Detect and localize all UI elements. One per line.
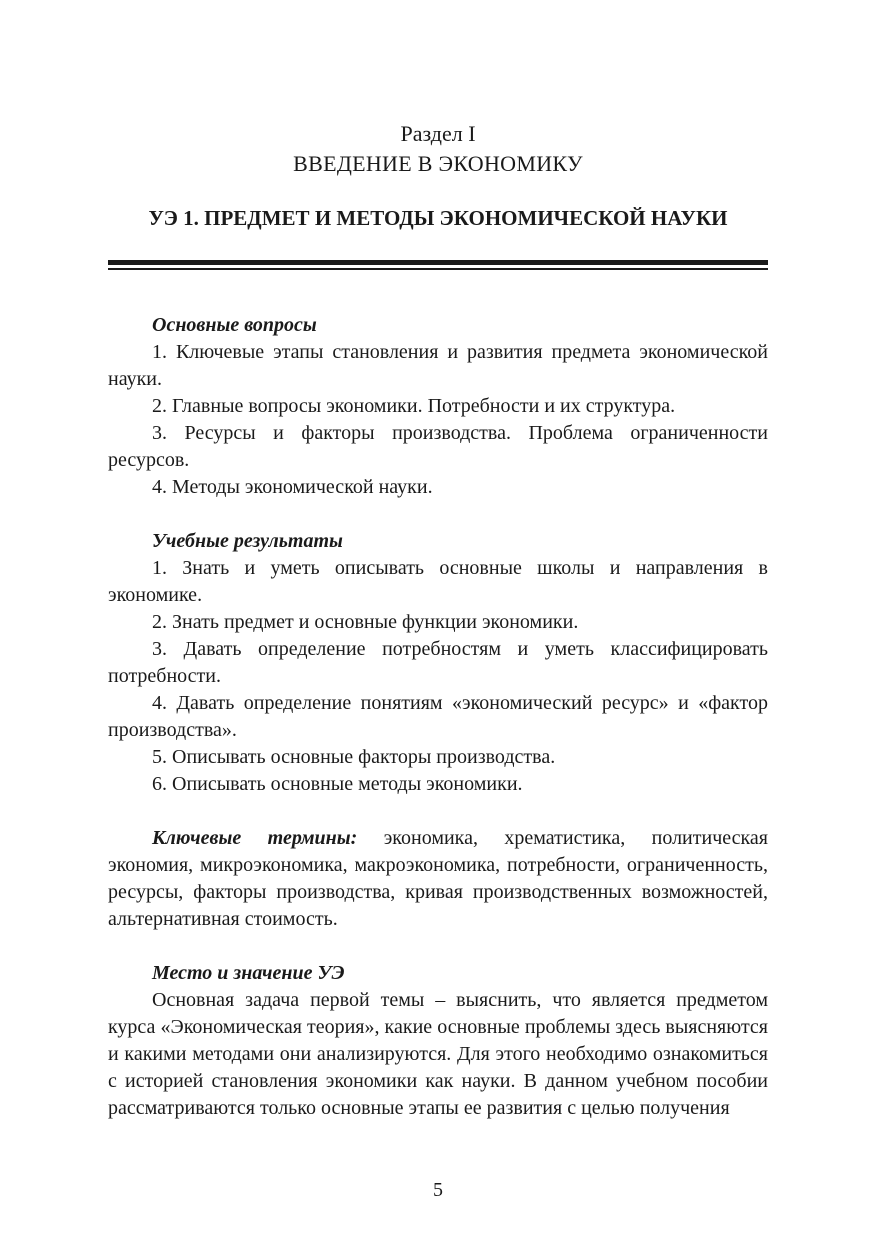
body-text — [108, 312, 768, 1122]
place-and-meaning-heading: Место и значение УЭ — [152, 962, 345, 984]
section-label: Раздел I — [400, 121, 476, 146]
key-terms-label: Ключевые термины: — [152, 827, 358, 849]
learning-outcome-item: 4. Давать определение понятиям «экономический ресурс» и «фактор производства». — [108, 692, 768, 741]
learning-outcome-item: 5. Описывать основные факторы производства. — [152, 746, 556, 768]
spacer — [108, 501, 768, 528]
main-question-item: 4. Методы экономической науки. — [152, 476, 433, 498]
spacer — [108, 933, 768, 960]
section-title: ВВЕДЕНИЕ В ЭКОНОМИКУ — [293, 151, 583, 176]
learning-outcome-item: 1. Знать и уметь описывать основные школы и направления в экономике. — [108, 557, 768, 606]
spacer — [108, 798, 768, 825]
main-question-item: 1. Ключевые этапы становления и развития предмета экономической науки. — [108, 341, 768, 390]
learning-outcome-item: 3. Давать определение потребностям и уметь классифицировать потребности. — [108, 638, 768, 687]
learning-outcome-item: 6. Описывать основные методы экономики. — [152, 773, 523, 795]
key-terms-paragraph — [108, 825, 768, 933]
learning-outcome-item: 2. Знать предмет и основные функции экономики. — [152, 611, 579, 633]
unit-title: УЭ 1. ПРЕДМЕТ И МЕТОДЫ ЭКОНОМИЧЕСКОЙ НАУКИ — [148, 206, 728, 230]
main-question-item: 2. Главные вопросы экономики. Потребности и их структура. — [152, 395, 676, 417]
learning-outcomes-heading: Учебные результаты — [152, 530, 343, 552]
place-and-meaning-text: Основная задача первой темы – выяснить, что является предметом курса «Экономическая теория», какие основные проблемы здесь выясняются и какими методами они анализируются. Для этого необходимо ознакомиться с историей становления экономики как науки. В данном учебном пособии рассматриваются только основные этапы ее развития с целью получения — [108, 989, 768, 1119]
page-number: 5 — [433, 1179, 443, 1201]
main-questions-heading: Основные вопросы — [152, 314, 317, 336]
main-question-item: 3. Ресурсы и факторы производства. Проблема ограниченности ресурсов. — [108, 422, 768, 471]
key-terms-text: экономика, хрематистика, политическая экономия, микроэкономика, макроэкономика, потребности, ограниченность, ресурсы, факторы производства, кривая производственных возможностей, альтернативная стоимость. — [108, 827, 768, 930]
title-rule-thin — [108, 268, 768, 270]
title-rule-thick — [108, 260, 768, 265]
